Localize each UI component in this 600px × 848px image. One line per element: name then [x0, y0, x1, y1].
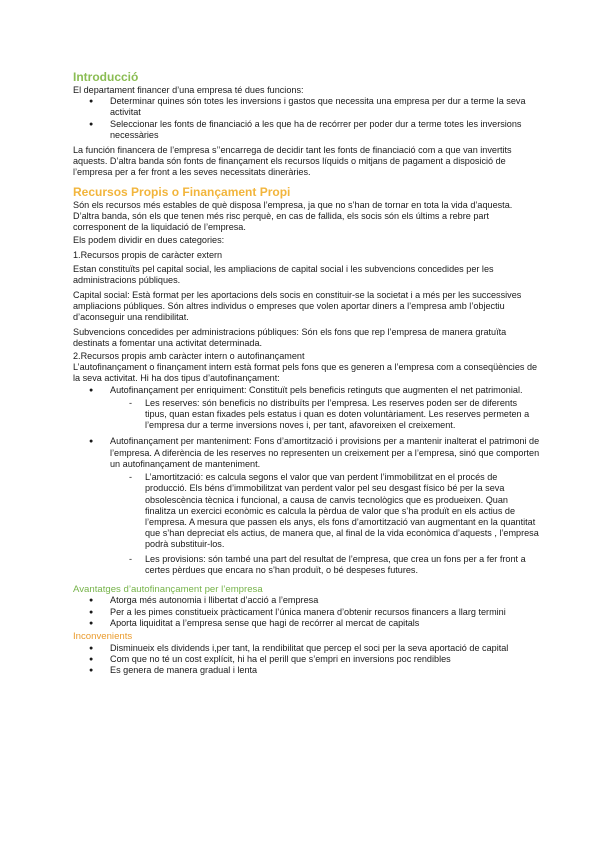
- list-item: ● Disminueix els dividends i,per tant, la rendibilitat que percep el soci per la seva aportació de capital: [73, 643, 540, 654]
- list-item: - L’amortització: es calcula segons el valor que van perdent l’immobilitzat en el procés de producció. Els béns d’immobilitzat van perdent valor pel seu desgast físico bé per la seva obsolescència tècnica i funcional, a causa de canvis tecnològics que es produeixen. Quan finalitza un exercici econòmic es calcula la pèrdua de valor que s’ha produït en els actius de l’empresa. A mesura que passen els anys, els fons d’amortització van augmentant en la quantitat que s’han depreciat els actius, de manera que, al final de la vida econòmica d’aquests , l’empresa podrà substituir-los.: [73, 472, 540, 550]
- paragraph: El departament financer d’una empresa té dues funcions:: [73, 85, 304, 95]
- dash-list: [73, 472, 540, 576]
- bullet-list-autofinancament: [73, 385, 540, 576]
- list-item-text: ● Autofinançament per manteniment: Fons d’amortització i provisions per a mantenir inalterat el patrimoni de l’empresa. A diferència de les reserves no representen un creixement per a l’empresa, sinó que comporten un autofinançament de manteniment.: [110, 436, 540, 469]
- paragraph: Són els recursos més estables de què disposa l’empresa, ja que no s’han de tornar en tota la vida d’aquesta. D’altra banda, són els que tenen més risc perquè, en cas de fallida, els socis són els últims a rebre part corresponent de la liquidació de l’empresa.: [73, 199, 513, 233]
- list-item: ● Atorga més autonomia i llibertat d’acció a l’empresa: [73, 595, 540, 606]
- list-item-text: ● Autofinançament per enriquiment: Constituït pels beneficis retinguts que augmenten el net patrimonial.: [110, 384, 523, 395]
- section-heading-inconvenients: Inconvenients: [73, 631, 133, 643]
- list-item: [73, 436, 540, 575]
- list-item: ● Determinar quines són totes les inversions i gastos que necessita una empresa per dur a terme la seva activitat: [73, 96, 540, 118]
- list-item: ● Per a les pimes constitueix pràcticament l’única manera d’obtenir recursos financers a llarg termini: [73, 607, 540, 618]
- section-heading-introduccio: Introducció: [73, 70, 139, 84]
- paragraph: Els podem dividir en dues categories:: [73, 235, 225, 246]
- section-heading-recursos-propis: Recursos Propis o Finançament Propi: [73, 184, 291, 199]
- list-item: - Les provisions: són també una part del resultat de l’empresa, que crea un fons per a fer front a certes pèrdues que encara no s’han produït, o bé despeses futures.: [73, 554, 540, 576]
- dash-list: [73, 398, 540, 432]
- bullet-list-avantatges: [73, 595, 540, 629]
- paragraph: Subvencions concedides per administracions públiques: Són els fons que rep l’empresa de manera gratuïta destinats a fomentar una activitat determinada.: [73, 326, 507, 348]
- section-heading-avantatges: Avantatges d’autofinançament per l’empresa: [73, 583, 263, 595]
- subsection-title: 1.Recursos propis de caràcter extern: [73, 250, 223, 261]
- list-item: - Les reserves: són beneficis no distribuïts per l’empresa. Les reserves poden ser de diferents tipus, quan estan fixades pels estatus i quan es doten voluntàriament. Les reserves permeten a l’empresa dur a terme inversions noves i, per tant, afavoreixen el creixement.: [73, 398, 540, 432]
- bullet-list-inconvenients: [73, 643, 540, 677]
- list-item: [73, 385, 540, 432]
- paragraph: L’autofinançament o finançament intern està format pels fons que es generen a l’empresa com a conseqüències de la seva activitat. Hi ha dos tipus d’autofinançament:: [73, 362, 538, 384]
- list-item: ● Es genera de manera gradual i lenta: [73, 665, 540, 676]
- bullet-list-intro: [73, 96, 540, 141]
- list-item: ● Seleccionar les fonts de financiació a les que ha de recórrer per poder dur a terme totes les inversions necessàries: [73, 119, 540, 141]
- paragraph: Estan constituïts pel capital social, les ampliacions de capital social i les subvencions concedides per les administracions públiques.: [73, 263, 494, 285]
- list-item: ● Aporta liquiditat a l’empresa sense que hagi de recórrer al mercat de capitals: [73, 618, 540, 629]
- paragraph: La función financera de l’empresa s’’encarrega de decidir tant les fonts de financiació com a que van invertits aquests. D’altra banda són fonts de finançament els recursos líquids o mitjans de pagament a disposició de l’empresa per a fer front a les seves necessitats dineràries.: [73, 145, 512, 178]
- subsection-title: 2.Recursos propis amb caràcter intern o autofinançament: [73, 351, 305, 362]
- list-item: ● Com que no té un cost explícit, hi ha el perill que s’empri en inversions poc rendibles: [73, 654, 540, 665]
- paragraph: Capital social: Està format per les aportacions dels socis en constituir-se la societat i a més per les successives ampliacions públiques. Són altres individus o empreses que volen aportar diners a l’empresa amb l’objectiu d’aconseguir una rendibilitat.: [73, 290, 522, 323]
